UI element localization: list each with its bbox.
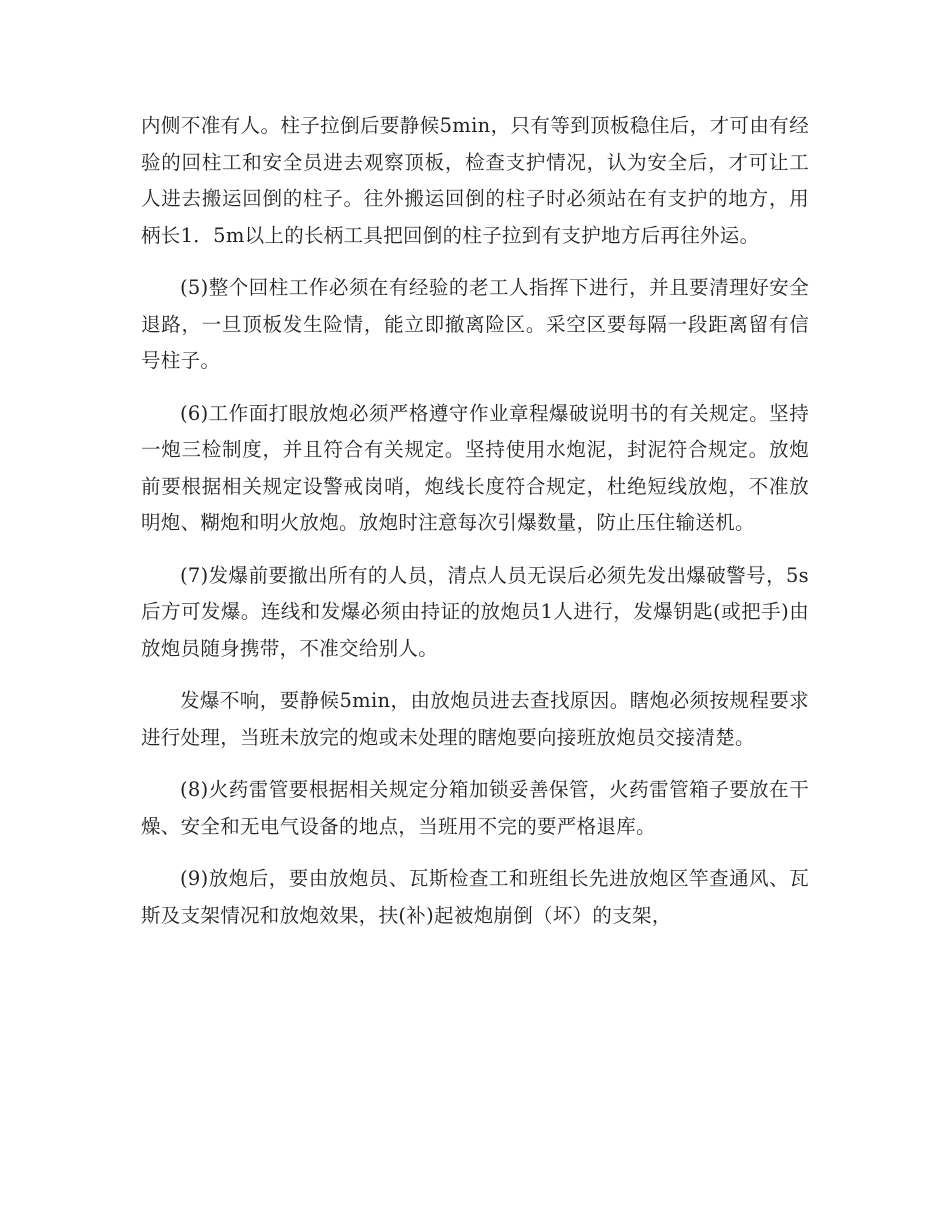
paragraph-item-8: (8)火药雷管要根据相关规定分箱加锁妥善保管，火药雷管箱子要放在干燥、安全和无电气设备的地点，当班用不完的要严格退库。 (141, 778, 809, 838)
paragraph-misfire: 发爆不响，要静候5min，由放炮员进去查找原因。瞎炮必须按规程要求进行处理，当班未放完的炮或未处理的瞎炮要向接班放炮员交接清楚。 (141, 689, 809, 749)
document-body (141, 108, 809, 950)
paragraph-item-7: (7)发爆前要撤出所有的人员，清点人员无误后必须先发出爆破警号，5s后方可发爆。连线和发爆必须由持证的放炮员1人进行，发爆钥匙(或把手)由放炮员随身携带，不准交给别人。 (141, 563, 809, 660)
paragraph-continuation: 内侧不准有人。柱子拉倒后要静候5min，只有等到顶板稳住后，才可由有经验的回柱工和安全员进去观察顶板，检查支护情况，认为安全后，才可让工人进去搬运回倒的柱子。往外搬运回倒的柱子时必须站在有支护的地方，用柄长1．5m以上的长柄工具把回倒的柱子拉到有支护地方后再往外运。 (141, 114, 809, 247)
paragraph-item-5: (5)整个回柱工作必须在有经验的老工人指挥下进行，并且要清理好安全退路，一旦顶板发生险情，能立即撤离险区。采空区要每隔一段距离留有信号柱子。 (141, 276, 809, 372)
paragraph-item-9: (9)放炮后，要由放炮员、瓦斯检查工和班组长先进放炮区竿查通风、瓦斯及支架情况和放炮效果，扶(补)起被炮崩倒（坏）的支架， (141, 867, 809, 927)
paragraph-item-6: (6)工作面打眼放炮必须严格遵守作业章程爆破说明书的有关规定。坚持一炮三检制度，并且符合有关规定。坚持使用水炮泥，封泥符合规定。放炮前要根据相关规定设警戒岗哨，炮线长度符合规定，杜绝短线放炮，不准放明炮、糊炮和明火放炮。放炮时注意每次引爆数量，防止压住输送机。 (141, 401, 809, 534)
